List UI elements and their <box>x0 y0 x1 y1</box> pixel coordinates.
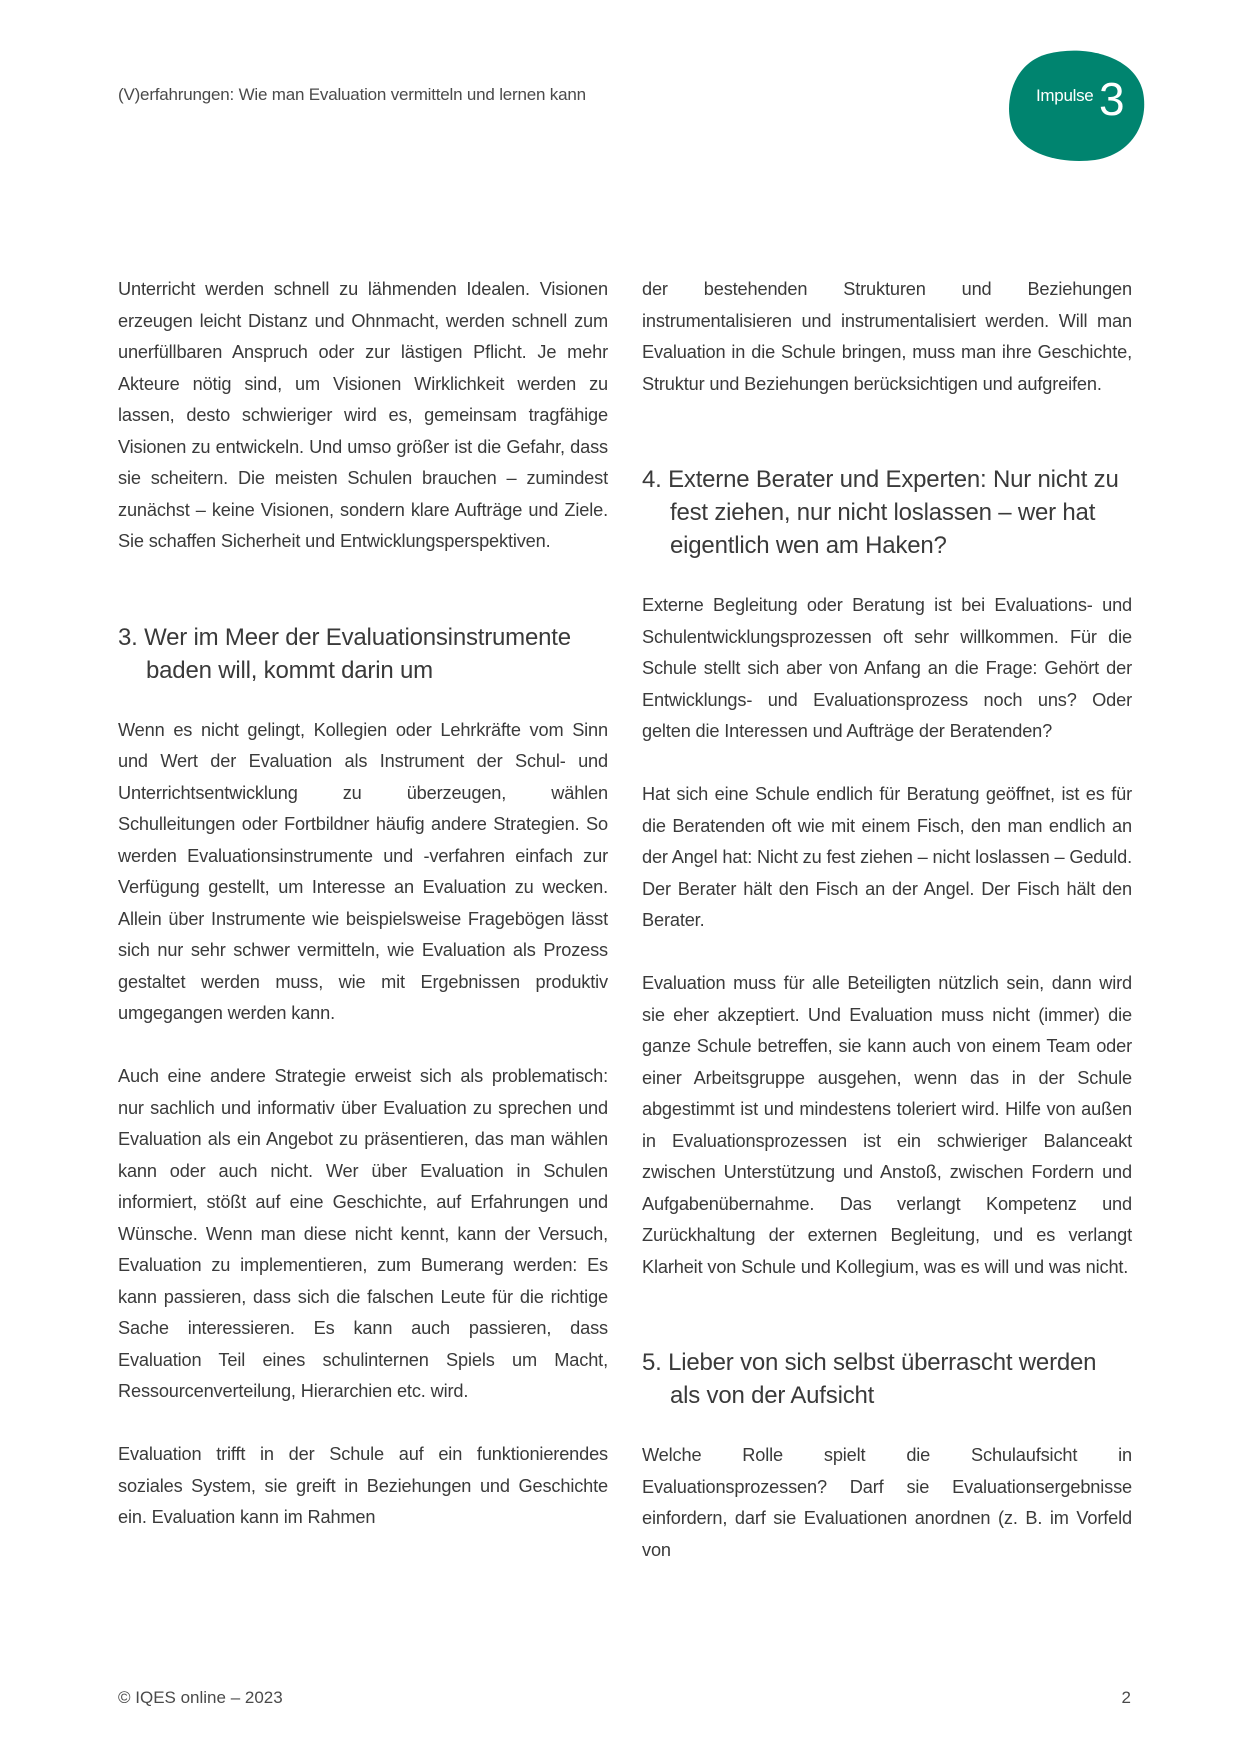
paragraph: Evaluation muss für alle Beteiligten nützlich sein, dann wird sie eher akzeptiert. Und Evaluation muss nicht (immer) die ganze Schule betreffen, sie kann auch von einem Team oder einer Arbeitsgruppe ausgehen, wenn das in der Schule abgestimmt ist und mindestens toleriert wird. Hilfe von außen in Evaluationsprozessen ist ein schwieriger Balanceakt zwischen Unterstützung und Anstoß, zwischen Fordern und Aufgabenübernahme. Das verlangt Kompetenz und Zurückhaltung der externen Begleitung, und es verlangt Klarheit von Schule und Kollegium, was es will und was nicht. <box>642 973 1132 1277</box>
badge-label: Impulse <box>1036 86 1094 105</box>
footer-copyright: © IQES online – 2023 <box>118 1688 283 1707</box>
running-title: (V)erfahrungen: Wie man Evaluation vermitteln und lernen kann <box>118 85 586 104</box>
impulse-badge <box>1007 50 1147 162</box>
paragraph: Welche Rolle spielt die Schulaufsicht in Evaluationsprozessen? Darf sie Evaluationsergebnisse einfordern, darf sie Evaluationen anordnen (z. B. im Vorfeld von <box>642 1445 1132 1560</box>
paragraph: Auch eine andere Strategie erweist sich als problematisch: nur sachlich und informativ über Evaluation zu sprechen und Evaluation als ein Angebot zu präsentieren, das man wählen kann oder auch nicht. Wer über Evaluation in Schulen informiert, stößt auf eine Geschichte, auf Erfahrungen und Wünsche. Wenn man diese nicht kennt, kann der Versuch, Evaluation zu implementieren, zum Bumerang werden: Es kann passieren, dass sich die falschen Leute für die richtige Sache interessieren. Es kann auch passieren, dass Evaluation Teil eines schulinternen Spiels um Macht, Ressourcenverteilung, Hierarchien etc. wird. <box>118 1066 608 1401</box>
badge-blob-shape <box>1007 50 1147 162</box>
badge-number: 3 <box>1099 73 1125 125</box>
page-number: 2 <box>1121 1688 1131 1707</box>
paragraph: Unterricht werden schnell zu lähmenden Idealen. Visionen erzeugen leicht Distanz und Ohnmacht, werden schnell zum unerfüllbaren Anspruch oder zur lästigen Pflicht. Je mehr Akteure nötig sind, um Visionen Wirklichkeit werden zu lassen, desto schwieriger wird es, gemeinsam tragfähige Visionen zu entwickeln. Und umso größer ist die Gefahr, dass sie scheitern. Die meisten Schulen brauchen – zumindest zunächst – keine Visionen, sondern klare Aufträge und Ziele. Sie schaffen Sicherheit und Entwicklungsperspektiven. <box>118 279 608 551</box>
right-column <box>642 274 1132 1566</box>
section-heading-5: 5. Lieber von sich selbst überrascht werden als von der Aufsicht <box>642 1349 1097 1409</box>
paragraph: Hat sich eine Schule endlich für Beratung geöffnet, ist es für die Beratenden oft wie mit einem Fisch, den man endlich an der Angel hat: Nicht zu fest ziehen – nicht loslassen – Geduld. Der Berater hält den Fisch an der Angel. Der Fisch hält den Berater. <box>642 784 1132 930</box>
paragraph: Externe Begleitung oder Beratung ist bei Evaluations- und Schulentwicklungsprozessen oft sehr willkommen. Für die Schule stellt sich aber von Anfang an die Frage: Gehört der Entwicklungs- und Evaluationsprozess noch uns? Oder gelten die Interessen und Aufträge der Beratenden? <box>642 595 1132 741</box>
section-heading-4: 4. Externe Berater und Experten: Nur nicht zu fest ziehen, nur nicht loslassen – wer hat eigentlich wen am Haken? <box>642 466 1119 559</box>
left-column <box>118 274 608 1534</box>
paragraph: der bestehenden Strukturen und Beziehungen instrumentalisieren und instrumentalisiert werden. Will man Evaluation in die Schule bringen, muss man ihre Geschichte, Struktur und Beziehungen berücksichtigen und aufgreifen. <box>642 279 1132 394</box>
paragraph: Wenn es nicht gelingt, Kollegien oder Lehrkräfte vom Sinn und Wert der Evaluation als Instrument der Schul- und Unterrichtsentwicklung zu überzeugen, wählen Schulleitungen oder Fortbildner häufig andere Strategien. So werden Evaluationsinstrumente und -verfahren einfach zur Verfügung gestellt, um Interesse an Evaluation zu wecken. Allein über Instrumente wie beispielsweise Fragebögen lässt sich nur sehr schwer vermitteln, wie Evaluation als Prozess gestaltet werden muss, wie mit Ergebnissen produktiv umgegangen werden kann. <box>118 719 608 1023</box>
paragraph: Evaluation trifft in der Schule auf ein funktionierendes soziales System, sie greift in Beziehungen und Geschichte ein. Evaluation kann im Rahmen <box>118 1444 608 1527</box>
section-heading-3: 3. Wer im Meer der Evaluationsinstrumente baden will, kommt darin um <box>118 623 571 684</box>
